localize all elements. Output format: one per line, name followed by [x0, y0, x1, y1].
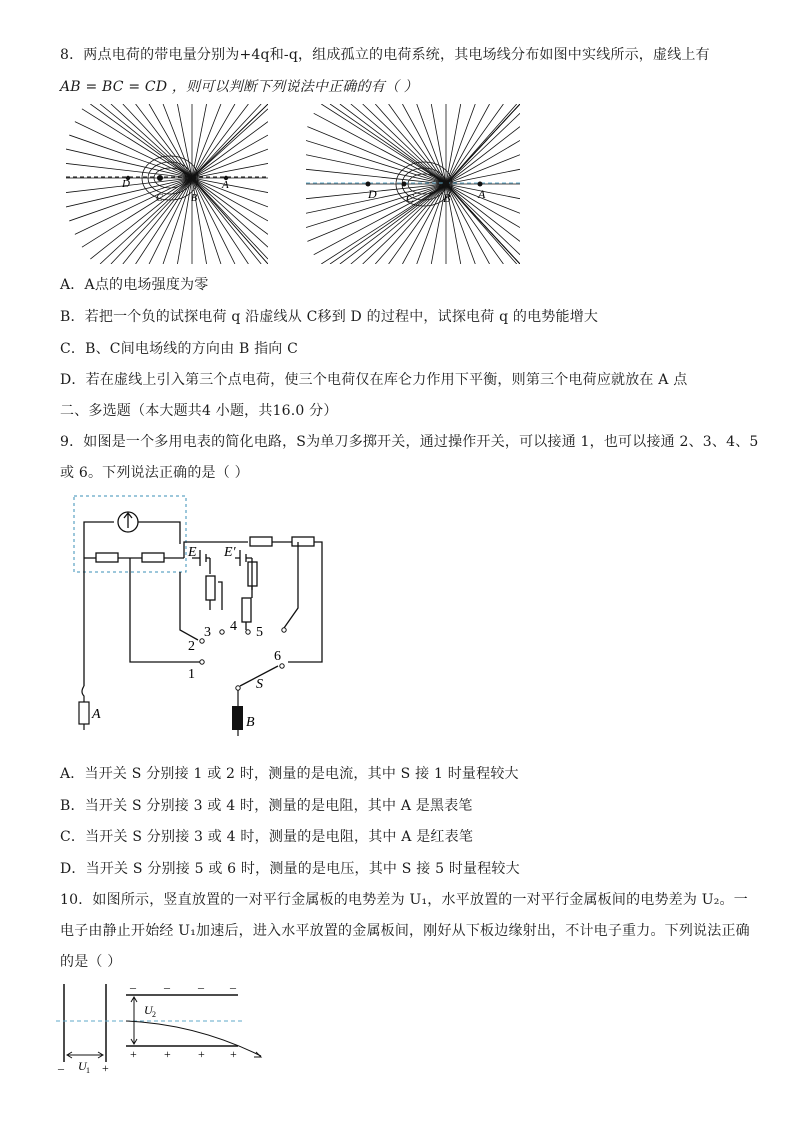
label-U1: U [78, 1059, 87, 1073]
label-A: A [222, 179, 229, 191]
bottom-plus-1: + [130, 1047, 137, 1061]
q9-stem-line2: 或 6。下列说法正确的是（ ） [60, 465, 249, 481]
q9-option-d: D．当开关 S 分别接 5 或 6 时，测量的是电压，其中 S 接 5 时量程较大 [60, 861, 520, 877]
q10-stem-line1: 10．如图所示，竖直放置的一对平行金属板的电势差为 U₁，水平放置的一对平行金属板间的电势差为 U₂。一 [60, 892, 748, 908]
label-D-right: D [368, 187, 377, 201]
bottom-plus-3: + [198, 1047, 205, 1061]
q10-stem-line3: 的是（ ） [60, 954, 122, 970]
q9-stem-line1: 9．如图是一个多用电表的简化电路，S为单刀多掷开关，通过操作开关，可以接通 1，也可以接通 2、3、4、5 [60, 434, 759, 450]
q9-option-a: A．当开关 S 分别接 1 或 2 时，测量的是电流，其中 S 接 1 时量程较大 [60, 766, 519, 782]
positive-charge-dot [157, 175, 163, 181]
label-probe-A: A [92, 707, 101, 722]
bottom-plus-4: + [230, 1047, 237, 1061]
label-B: B [191, 193, 198, 204]
label-U1-sub: 1 [86, 1066, 90, 1075]
q8-field-figure-right [306, 104, 520, 264]
bottom-plus-2: + [164, 1047, 171, 1061]
q8-stem-line2: AB = BC = CD ，则可以判断下列说法中正确的有（ ） [60, 79, 418, 95]
label-E-prime: E′ [224, 545, 236, 560]
label-C: C [156, 193, 163, 204]
q9-option-b: B．当开关 S 分别接 3 或 4 时，测量的是电阻，其中 A 是黑表笔 [60, 798, 473, 814]
top-minus-3: – [198, 980, 204, 994]
label-4: 4 [230, 619, 237, 634]
section-heading: 二、多选题（本大题共4 小题，共16.0 分） [60, 403, 338, 419]
right-plus: + [102, 1061, 109, 1075]
q10-stem-line2: 电子由静止开始经 U₁加速后，进入水平放置的金属板间，刚好从下板边缘射出，不计电子重力。下列说法正确 [60, 923, 750, 939]
left-minus: – [58, 1061, 64, 1075]
q10-plates-figure [56, 980, 276, 1080]
label-E: E [188, 545, 197, 560]
label-6: 6 [274, 649, 281, 664]
q8-field-figure-left [66, 104, 268, 264]
q8-stem-line1: 8．两点电荷的带电量分别为+4q和-q，组成孤立的电荷系统，其电场线分布如图中实线所示，虚线上有 [60, 47, 710, 63]
label-C-right: C [406, 191, 415, 205]
q8-option-b: B．若把一个负的试探电荷 q 沿虚线从 C移到 D 的过程中，试探电荷 q 的电势能增大 [60, 309, 599, 325]
top-minus-1: – [130, 980, 136, 994]
label-3: 3 [204, 625, 211, 640]
label-probe-B: B [246, 715, 255, 730]
q8-option-d: D．若在虚线上引入第三个点电荷，使三个电荷仅在库仑力作用下平衡，则第三个电荷应就放在 A 点 [60, 372, 688, 388]
label-5: 5 [256, 625, 263, 640]
q8-option-c: C．B、C间电场线的方向由 B 指向 C [60, 341, 299, 357]
q9-multimeter-circuit [70, 490, 340, 740]
label-B-right: B [443, 191, 451, 205]
q9-option-c: C．当开关 S 分别接 3 或 4 时，测量的是电阻，其中 A 是红表笔 [60, 829, 474, 845]
label-2: 2 [188, 639, 195, 654]
top-minus-4: – [230, 980, 236, 994]
label-U2-sub: 2 [152, 1010, 156, 1019]
label-A-right: A [478, 187, 486, 201]
label-D: D [122, 178, 130, 190]
top-minus-2: – [164, 980, 170, 994]
label-S: S [256, 677, 263, 692]
q8-option-a: A．A点的电场强度为零 [60, 277, 209, 293]
label-1: 1 [188, 667, 195, 682]
label-U2: U [144, 1003, 153, 1017]
